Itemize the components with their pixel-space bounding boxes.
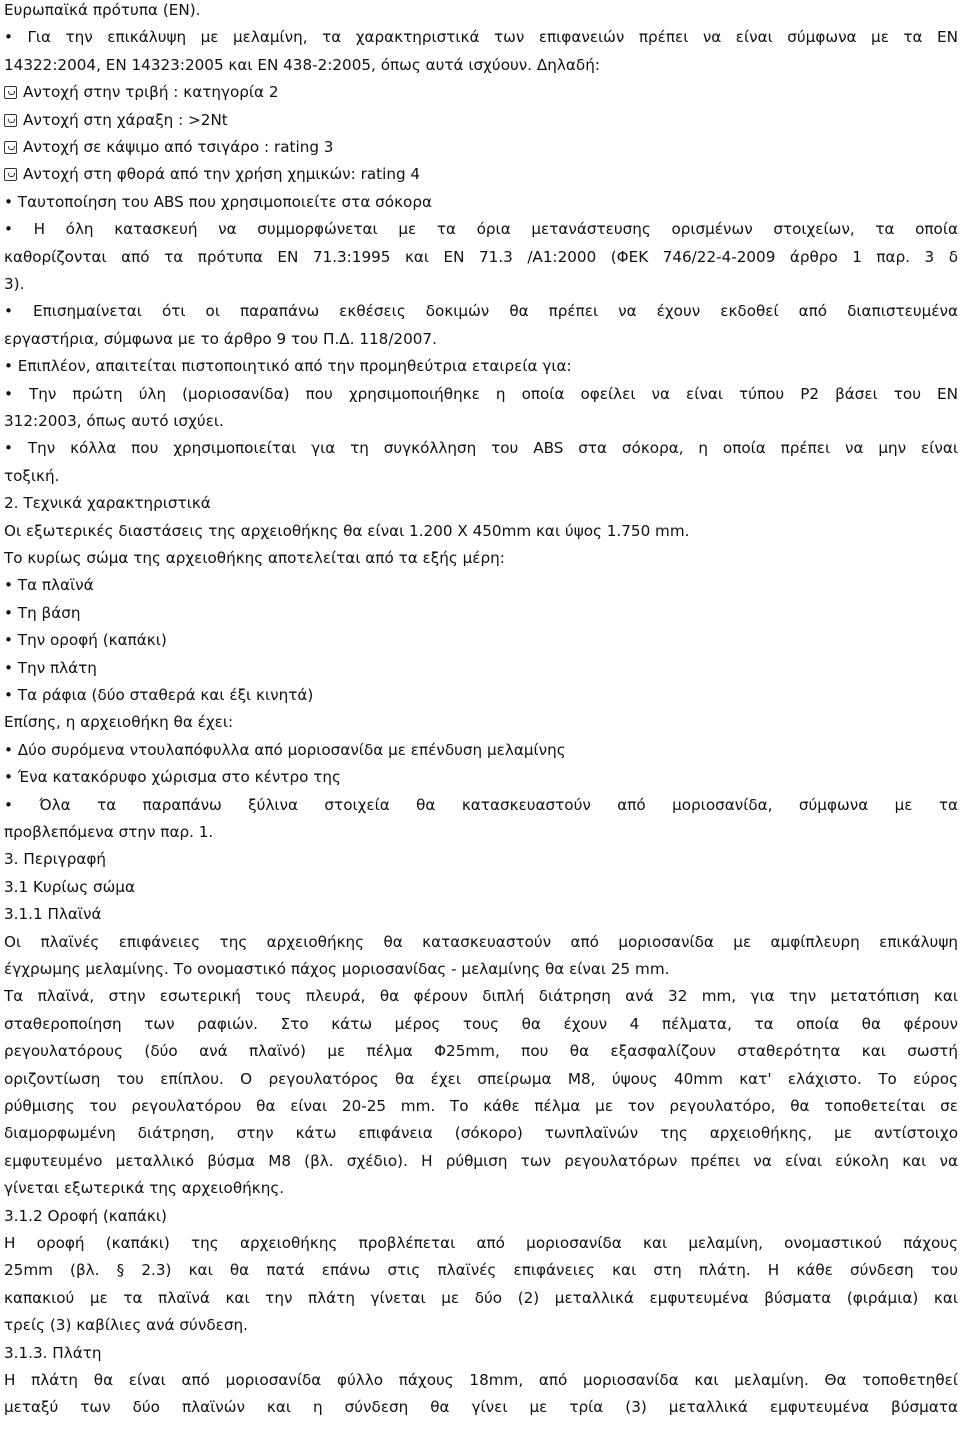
text-line	[4, 0, 958, 20]
line-text: Οι εξωτερικές διαστάσεις της αρχειοθήκης θα είναι 1.200 Χ 450mm και ύψος 1.750 mm.	[4, 521, 690, 540]
text-line	[4, 219, 958, 239]
text-line	[4, 1014, 958, 1034]
text-line	[4, 795, 958, 815]
text-line	[4, 247, 958, 267]
line-text: τοξική.	[4, 466, 60, 485]
line-text: έγχρωμης μελαμίνης. Το ονομαστικό πάχος μοριοσανίδας - μελαμίνης θα είναι 25 mm.	[4, 960, 670, 978]
line-text: Οι πλαϊνές επιφάνειες της αρχειοθήκης θα κατασκευαστούν από μοριοσανίδα με αμφίπλευρη επικάλυψη	[4, 932, 958, 951]
text-line	[4, 521, 958, 541]
text-line	[4, 1315, 958, 1335]
checklist-item	[4, 164, 958, 184]
line-text: • Τα ράφια (δύο σταθερά και έξι κινητά)	[4, 686, 314, 704]
text-line	[4, 904, 958, 924]
line-text: • Επισημαίνεται ότι οι παραπάνω εκθέσεις δοκιμών θα πρέπει να έχουν εκδοθεί από διαπιστευμένα	[4, 302, 958, 321]
text-line	[4, 329, 958, 349]
line-text: Η πλάτη θα είναι από μοριοσανίδα φύλλο πάχους 18mm, από μοριοσανίδα και μελαμίνη. Θα τοποθετηθεί	[4, 1371, 958, 1389]
text-line	[4, 740, 958, 760]
box-icon	[4, 114, 17, 127]
line-text: • Ένα κατακόρυφο χώρισμα στο κέντρο της	[4, 768, 341, 787]
text-line	[4, 384, 958, 404]
text-line	[4, 1233, 958, 1253]
line-text: σταθεροποίηση των ραφιών. Στο κάτω μέρος τους θα έχουν 4 πέλματα, τα οποία θα φέρουν	[4, 1014, 958, 1033]
line-text: εργαστήρια, σύμφωνα με το άρθρο 9 του Π.Δ. 118/2007.	[4, 329, 437, 348]
text-line	[4, 411, 958, 431]
text-line	[4, 822, 958, 842]
text-line	[4, 493, 958, 513]
line-text: 3.1.2 Οροφή (καπάκι)	[4, 1206, 167, 1225]
line-text: 3).	[4, 275, 25, 293]
line-text: Η οροφή (καπάκι) της αρχειοθήκης προβλέπεται από μοριοσανίδα και μελαμίνη, ονομαστικού πάχους	[4, 1234, 958, 1252]
line-text: γίνεται εξωτερικά της αρχειοθήκης.	[4, 1179, 285, 1198]
box-icon	[4, 141, 17, 154]
line-text: 3.1.1 Πλαϊνά	[4, 905, 102, 924]
text-line	[4, 274, 958, 294]
text-line	[4, 55, 958, 75]
text-line	[4, 767, 958, 787]
text-line	[4, 1343, 958, 1363]
line-text: • Ταυτοποίηση του ABS που χρησιμοποιείτε στα σόκορα	[4, 192, 432, 211]
text-line	[4, 712, 958, 732]
box-icon	[4, 86, 17, 99]
checklist-item	[4, 110, 958, 130]
line-text: ρύθμισης του ρεγουλατόρου θα είναι 20-25 mm. Το κάθε πέλμα με τον ρεγουλατόρο, θα τοποθετείται σε	[4, 1097, 958, 1115]
text-line	[4, 548, 958, 568]
text-line	[4, 466, 958, 486]
text-line	[4, 1178, 958, 1198]
text-line	[4, 1206, 958, 1226]
text-line	[4, 1041, 958, 1061]
text-line	[4, 575, 958, 595]
text-line	[4, 1397, 958, 1417]
line-text: • Όλα τα παραπάνω ξύλινα στοιχεία θα κατασκευαστούν από μοριοσανίδα, σύμφωνα με τα	[4, 795, 958, 814]
text-line	[4, 1069, 958, 1089]
text-line	[4, 685, 958, 705]
line-text: • Δύο συρόμενα ντουλαπόφυλλα από μοριοσανίδα με επένδυση μελαμίνης	[4, 740, 566, 759]
line-text: Αντοχή σε κάψιμο από τσιγάρο : rating 3	[23, 138, 334, 156]
text-line	[4, 1260, 958, 1280]
text-line	[4, 849, 958, 869]
line-text: • Την πλάτη	[4, 658, 97, 677]
line-text: • Την πρώτη ύλη (μοριοσανίδα) που χρησιμοποιήθηκε η οποία οφείλει να είναι τύπου P2 βάσει του EN	[4, 384, 958, 403]
line-text: Αντοχή στη φθορά από την χρήση χημικών: rating 4	[23, 165, 421, 184]
line-text: Ευρωπαϊκά πρότυπα (EN).	[4, 1, 201, 19]
line-text: μεταξύ των δύο πλαϊνών και η σύνδεση θα γίνει με τρία (3) μεταλλικά εμφυτευμένα βύσματα	[4, 1398, 958, 1417]
line-text: οριζοντίωση του επίπλου. Ο ρεγουλατόρος θα έχει σπείρωμα M8, ύψους 40mm κατ' ελάχιστο. Το εύρος	[4, 1069, 958, 1088]
text-line	[4, 932, 958, 952]
line-text: Επίσης, η αρχειοθήκη θα έχει:	[4, 713, 234, 732]
text-line	[4, 1096, 958, 1116]
line-text: Αντοχή στη χάραξη : >2Nt	[23, 110, 228, 129]
text-line	[4, 301, 958, 321]
text-line	[4, 27, 958, 47]
text-line	[4, 438, 958, 458]
line-text: τρείς (3) καβίλιες ανά σύνδεση.	[4, 1316, 248, 1335]
line-text: 25mm (βλ. § 2.3) και θα πατά επάνω στις πλαϊνές επιφάνειες και στη πλάτη. Η κάθε σύνδεση του	[4, 1261, 958, 1280]
text-line	[4, 959, 958, 979]
line-text: • Η όλη κατασκευή να συμμορφώνεται με τα όρια μετανάστευσης ορισμένων στοιχείων, τα οποία	[4, 220, 958, 239]
checklist-item	[4, 137, 958, 157]
line-text: προβλεπόμενα στην παρ. 1.	[4, 823, 214, 841]
text-line	[4, 1370, 958, 1390]
text-line	[4, 603, 958, 623]
text-line	[4, 1151, 958, 1171]
line-text: 3.1.3. Πλάτη	[4, 1343, 102, 1362]
line-text: • Την οροφή (καπάκι)	[4, 631, 167, 650]
line-text: • Για την επικάλυψη με μελαμίνη, τα χαρακτηριστικά των επιφανειών πρέπει να είναι σύμφωνα με τα EN	[4, 28, 958, 47]
box-icon	[4, 168, 17, 181]
text-line	[4, 192, 958, 212]
line-text: • Επιπλέον, απαιτείται πιστοποιητικό από την προμηθεύτρια εταιρεία για:	[4, 357, 572, 376]
line-text: εμφυτευμένο μεταλλικό βύσμα M8 (βλ. σχέδιο). Η ρύθμιση των ρεγουλατόρων πρέπει να είναι εύκολη και να	[4, 1151, 958, 1170]
text-line	[4, 1288, 958, 1308]
line-text: 3.1 Κυρίως σώμα	[4, 877, 135, 896]
line-text: 3. Περιγραφή	[4, 850, 107, 869]
text-line	[4, 630, 958, 650]
line-text: 2. Τεχνικά χαρακτηριστικά	[4, 494, 211, 513]
line-text: διαμορφωμένη διάτρηση, στην κάτω επιφάνεια (σόκορο) τωνπλαϊνών της αρχειοθήκης, με αντίστοιχο	[4, 1124, 958, 1143]
line-text: 14322:2004, EN 14323:2005 και EN 438-2:2005, όπως αυτά ισχύουν. Δηλαδή:	[4, 55, 600, 74]
line-text: Το κυρίως σώμα της αρχειοθήκης αποτελείται από τα εξής μέρη:	[4, 549, 505, 567]
text-line	[4, 658, 958, 678]
line-text: • Τη βάση	[4, 603, 81, 622]
line-text: • Τα πλαϊνά	[4, 576, 94, 595]
text-line	[4, 986, 958, 1006]
line-text: Τα πλαϊνά, στην εσωτερική τους πλευρά, θα φέρουν διπλή διάτρηση ανά 32 mm, για την μετατόπιση και	[4, 987, 958, 1006]
checklist-item	[4, 82, 958, 102]
text-line	[4, 877, 958, 897]
line-text: • Την κόλλα που χρησιμοποιείται για τη συγκόλληση του ABS στα σόκορα, η οποία πρέπει να μην είναι	[4, 439, 958, 458]
text-line	[4, 356, 958, 376]
line-text: καθορίζονται από τα πρότυπα EN 71.3:1995 και EN 71.3 /A1:2000 (ΦΕΚ 746/22-4-2009 άρθρο 1 παρ. 3 δ	[4, 247, 958, 266]
line-text: 312:2003, όπως αυτό ισχύει.	[4, 412, 224, 430]
line-text: καπακιού με τα πλαϊνά και την πλάτη γίνεται με δύο (2) μεταλλικά εμφυτευμένα βύσματα (φιράμια) και	[4, 1288, 958, 1307]
text-line	[4, 1123, 958, 1143]
line-text: ρεγουλατόρους (δύο ανά πλαϊνό) με πέλμα Φ25mm, που θα εξασφαλίζουν σταθερότητα και σωστή	[4, 1042, 958, 1061]
line-text: Αντοχή στην τριβή : κατηγορία 2	[23, 83, 279, 102]
